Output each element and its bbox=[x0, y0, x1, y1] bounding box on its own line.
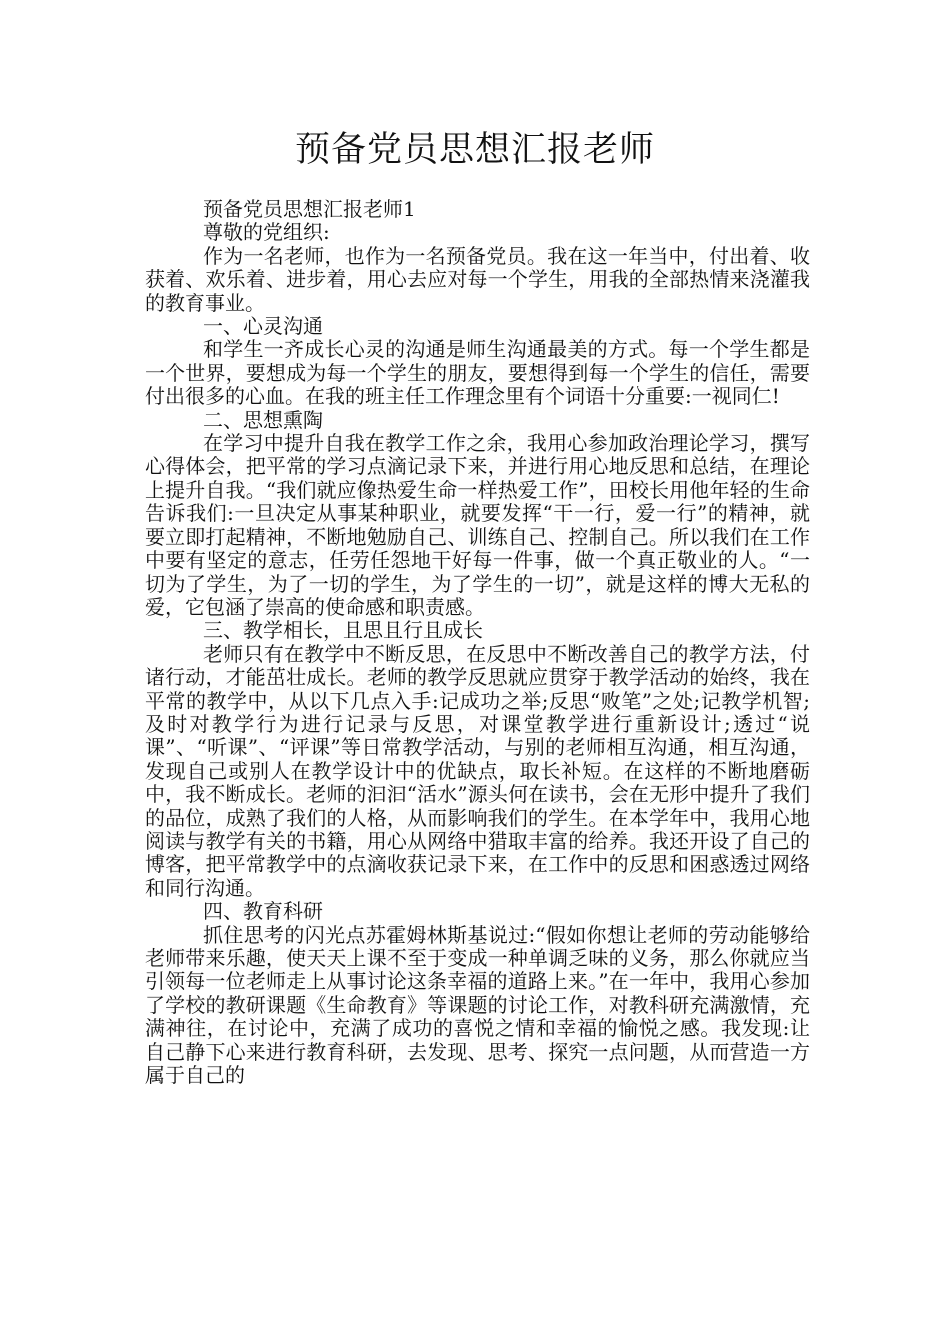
report-heading: 预备党员思想汇报老师1 bbox=[203, 197, 416, 221]
section-paragraph-1: 和学生一齐成长心灵的沟通是师生沟通最美的方式。每一个学生都是一个世界，要想成为每一个学生的朋友，要想得到每一个学生的信任，需要付出很多的心血。在我的班主任工作理念里有个词语十分重要:一视同仁! bbox=[145, 337, 810, 409]
salutation: 尊敬的党组织: bbox=[203, 220, 330, 245]
section-heading-1: 一、心灵沟通 bbox=[203, 314, 323, 339]
document-body bbox=[145, 198, 810, 1087]
document-title: 预备党员思想汇报老师 bbox=[294, 130, 655, 170]
section-paragraph-3: 老师只有在教学中不断反思，在反思中不断改善自己的教学方法，付诸行动，才能茁壮成长。老师的教学反思就应贯穿于教学活动的始终，我在平常的教学中，从以下几点入手:记成功之举;反思“败笔”之处;记教学机智;及时对教学行为进行记录与反思，对课堂教学进行重新设计;透过“说课”、“听课”、“评课”等日常教学活动，与别的老师相互沟通，相互沟通，发现自己或别人在教学设计中的优缺点，取长补短。在这样的不断地磨砺中，我不断成长。老师的汩汩“活水”源头何在读书，会在无形中提升了我们的品位，成熟了我们的人格，从而影响我们的学生。在本学年中，我用心地阅读与教学有关的书籍，用心从网络中猎取丰富的给养。我还开设了自己的博客，把平常教学中的点滴收获记录下来，在工作中的反思和困惑透过网络和同行沟通。 bbox=[145, 641, 810, 900]
section-heading-3: 三、教学相长，且思且行且成长 bbox=[203, 618, 483, 643]
section-heading-2: 二、思想熏陶 bbox=[203, 407, 323, 432]
section-heading-4: 四、教育科研 bbox=[203, 899, 323, 924]
intro-paragraph: 作为一名老师，也作为一名预备党员。我在这一年当中，付出着、收获着、欢乐着、进步着，用心去应对每一个学生，用我的全部热情来浇灌我的教育事业。 bbox=[145, 243, 810, 315]
section-paragraph-2: 在学习中提升自我在教学工作之余，我用心参加政治理论学习，撰写心得体会，把平常的学习点滴记录下来，并进行用心地反思和总结，在理论上提升自我。“我们就应像热爱生命一样热爱工作”，田校长用他年轻的生命告诉我们:一旦决定从事某种职业，就要发挥“干一行，爱一行”的精神，就要立即打起精神，不断地勉励自己、训练自己、控制自己。所以我们在工作中要有坚定的意志，任劳任怨地干好每一件事，做一个真正敬业的人。“一切为了学生，为了一切的学生，为了学生的一切”，就是这样的博大无私的爱，它包涵了崇高的使命感和职责感。 bbox=[145, 431, 810, 619]
section-paragraph-4: 抓住思考的闪光点苏霍姆林斯基说过:“假如你想让老师的劳动能够给老师带来乐趣，使天天上课不至于变成一种单调乏味的义务，那么你就应当引领每一位老师走上从事讨论这条幸福的道路上来。”在一年中，我用心参加了学校的教研课题《生命教育》等课题的讨论工作，对教科研充满激情，充满神往，在讨论中，充满了成功的喜悦之情和幸福的愉悦之感。我发现:让自己静下心来进行教育科研，去发现、思考、探究一点问题，从而营造一方属于自己的 bbox=[145, 922, 810, 1088]
